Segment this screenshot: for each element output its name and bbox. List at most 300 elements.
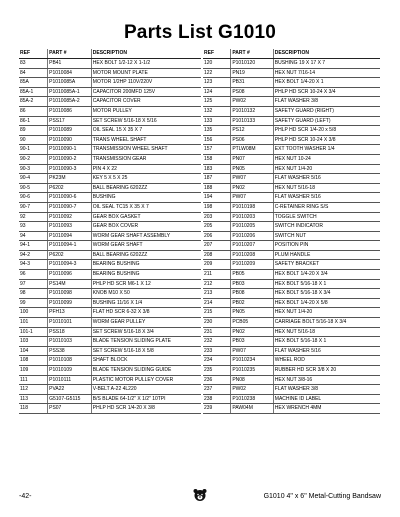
ref-cell: 83 [19, 59, 48, 68]
part-number-cell: PVA22 [48, 385, 92, 394]
description-cell: BUSHING 11/16 X 1/4 [92, 299, 143, 306]
table-row [203, 280, 380, 290]
part-number-cell: P6202 [48, 251, 92, 260]
description-cell: MOTOR PULLEY [92, 107, 132, 114]
part-number-cell: PSS18 [48, 328, 92, 337]
ref-cell: 235 [203, 366, 231, 375]
ref-cell: 183 [203, 165, 231, 174]
ref-cell: 236 [203, 376, 231, 385]
description-cell: SET SCREW 5/16-18 X 3/4 [92, 328, 154, 335]
part-number-cell: PB02 [231, 299, 273, 308]
table-row [19, 356, 201, 366]
description-cell: HEX NUT 5/16-18 [274, 328, 315, 335]
part-number-cell: PS07 [48, 404, 92, 413]
part-number-cell: P1010089 [48, 126, 92, 135]
table-row [19, 289, 201, 299]
table-row [19, 232, 201, 242]
table-row [203, 88, 380, 98]
part-number-cell: PS14M [48, 280, 92, 289]
part-number-cell: P1010234 [231, 356, 273, 365]
table-row [203, 222, 380, 232]
part-number-cell: PK23M [48, 174, 92, 183]
description-cell: EXT TOOTH WASHER 1/4 [274, 146, 335, 153]
table-row [203, 328, 380, 338]
ref-cell: 194 [203, 193, 231, 202]
table-row [19, 78, 201, 88]
ref-cell: 239 [203, 404, 231, 413]
description-cell: HEX NUT 1/4-20 [274, 309, 313, 316]
ref-cell: 90 [19, 136, 48, 145]
description-cell: HEX BOLT 1/4-20 X 3/4 [274, 271, 328, 278]
table-row [203, 213, 380, 223]
ref-cell: 234 [203, 356, 231, 365]
table-header [203, 49, 380, 59]
part-number-cell: PN19 [231, 69, 273, 78]
table-row [19, 366, 201, 376]
ref-cell: 232 [203, 337, 231, 346]
part-number-cell: P1010094-1 [48, 241, 92, 250]
part-number-cell: PS12 [231, 126, 273, 135]
table-row [203, 145, 380, 155]
part-number-cell: PCB05 [231, 318, 273, 327]
description-cell: HEX BOLT 5/16-18 X 3/4 [274, 290, 331, 297]
description-cell: BALL BEARING 6202ZZ [92, 184, 148, 191]
ref-cell: 188 [203, 184, 231, 193]
description-cell: WORM GEAR SHAFT [92, 242, 143, 249]
table-row [203, 59, 380, 69]
table-row [203, 117, 380, 127]
table-row [19, 88, 201, 98]
part-number-cell: P1010090 [48, 136, 92, 145]
ref-cell: 206 [203, 232, 231, 241]
description-cell: FLAT WASHER 5/16 [274, 194, 321, 201]
ref-cell: 113 [19, 395, 48, 404]
table-row [19, 136, 201, 146]
part-number-cell: PB31 [231, 78, 273, 87]
table-row [203, 376, 380, 386]
table-row [19, 318, 201, 328]
ref-cell: 84 [19, 69, 48, 78]
description-cell: CAPACITOR 200MFD 125V [92, 88, 156, 95]
ref-cell: 89 [19, 126, 48, 135]
ref-cell: 208 [203, 251, 231, 260]
table-row [203, 395, 380, 405]
table-row [19, 184, 201, 194]
table-row [203, 318, 380, 328]
ref-cell: 85A-1 [19, 88, 48, 97]
table-row [203, 107, 380, 117]
description-cell: WORM GEAR SHAFT ASSEMBLY [92, 232, 171, 239]
table-row [19, 97, 201, 107]
description-cell: POSITION PIN [274, 242, 309, 249]
table-row [19, 299, 201, 309]
ref-cell: 94 [19, 232, 48, 241]
table-row [203, 308, 380, 318]
description-cell: MACHINE ID LABEL [274, 395, 322, 402]
part-number-cell: PTLW08M [231, 145, 273, 154]
part-number-cell: P1010132 [231, 107, 273, 116]
ref-cell: 86 [19, 107, 48, 116]
part-number-cell: PW02 [231, 97, 273, 106]
part-number-cell: PN07 [231, 155, 273, 164]
table-row [203, 232, 380, 242]
table-row [19, 69, 201, 79]
description-cell: MOTOR MOUNT PLATE [92, 69, 148, 76]
part-number-cell: PSS38 [48, 347, 92, 356]
part-number-cell: P1010207 [231, 241, 273, 250]
ref-cell: 122 [203, 69, 231, 78]
part-number-cell: P1010108 [48, 356, 92, 365]
ref-cell: 157 [203, 145, 231, 154]
table-row [19, 126, 201, 136]
part-number-cell: P1010093 [48, 222, 92, 231]
table-row [19, 117, 201, 127]
ref-cell: 187 [203, 174, 231, 183]
description-cell: HEX BOLT 5/16-18 X 1 [274, 338, 327, 345]
table-row [203, 174, 380, 184]
table-row [19, 337, 201, 347]
description-cell: TOGGLE SWITCH [274, 213, 317, 220]
part-number-cell: G5107-G5115 [48, 395, 92, 404]
part-number-cell: P6202 [48, 184, 92, 193]
part-number-cell: PAW04M [231, 404, 273, 413]
description-cell: WHEEL ROD [274, 357, 305, 364]
part-number-cell: PB08 [231, 289, 273, 298]
table-row [19, 203, 201, 213]
ref-cell: 90-6 [19, 193, 48, 202]
table-row [19, 404, 201, 414]
description-cell: BUSHING [92, 194, 116, 201]
ref-cell: 94-3 [19, 260, 48, 269]
ref-cell: 120 [203, 59, 231, 68]
part-number-cell: P1010085A-1 [48, 88, 92, 97]
table-row [19, 395, 201, 405]
description-cell: SWITCH NUT [274, 232, 307, 239]
description-cell: TRANS WHEEL SHAFT [92, 136, 147, 143]
ref-cell: 90-4 [19, 174, 48, 183]
table-row [203, 241, 380, 251]
part-number-cell: PN02 [231, 328, 273, 337]
table-row [19, 165, 201, 175]
description-cell: BLADE TENSION SLIDING GUIDE [92, 367, 172, 373]
part-number-cell: PW07 [231, 174, 273, 183]
description-cell: PHLP HD SCR M6-1 X 12 [92, 280, 151, 287]
description-cell: FLAT WASHER 5/16 [274, 175, 321, 182]
ref-cell: 135 [203, 126, 231, 135]
description-cell: CAPACITOR COVER [92, 98, 141, 105]
description-cell: HEX BOLT 1/4-20 X 5/8 [274, 299, 328, 306]
table-row [203, 385, 380, 395]
description-cell: SAFETY GUARD (LEFT) [274, 117, 331, 124]
description-cell: SAFETY BRACKET [274, 261, 320, 268]
description-cell: SHAFT BLOCK [92, 357, 128, 364]
part-number-cell: P1010090-7 [48, 203, 92, 212]
ref-cell: 237 [203, 385, 231, 394]
table-header [19, 49, 201, 59]
description-cell: PHLP HD SCR 10-24 X 3/8 [274, 136, 336, 143]
description-cell: OIL SEAL TC15 X 35 X 7 [92, 203, 149, 210]
description-cell: C-RETAINER RING S/S [274, 203, 329, 210]
part-number-cell: PW07 [231, 193, 273, 202]
description-cell: FLAT HD SCR 6-32 X 3/8 [92, 309, 150, 316]
description-cell: BUSHING 19 X 17 X 7 [274, 60, 326, 66]
table-row [19, 260, 201, 270]
table-row [19, 385, 201, 395]
table-row [203, 337, 380, 347]
description-cell: PHLP HD SCR 1/4-20 x 5/8 [274, 127, 337, 134]
table-row [19, 241, 201, 251]
part-number-cell: P1010103 [48, 337, 92, 346]
ref-cell: 123 [203, 78, 231, 87]
part-number-cell: P1010133 [231, 117, 273, 126]
ref-cell: 158 [203, 155, 231, 164]
description-cell: HEX BOLT 5/16-18 X 1 [274, 280, 327, 287]
description-cell: OIL SEAL 15 X 35 X 7 [92, 127, 143, 134]
table-row [19, 213, 201, 223]
table-row [19, 328, 201, 338]
description-cell: TRANSMISSION GEAR [92, 155, 147, 162]
part-number-cell: PN02 [231, 184, 273, 193]
ref-cell: 90-2 [19, 155, 48, 164]
ref-cell: 215 [203, 308, 231, 317]
ref-cell: 85A-2 [19, 97, 48, 106]
part-number-cell: PB03 [231, 337, 273, 346]
ref-cell: 90-3 [19, 165, 48, 174]
ref-cell: 90-7 [19, 203, 48, 212]
table-row [203, 136, 380, 146]
ref-cell: 100 [19, 308, 48, 317]
part-number-cell: P1010098 [48, 289, 92, 298]
table-row [203, 404, 380, 414]
part-number-cell: PW02 [231, 385, 273, 394]
ref-cell: 203 [203, 213, 231, 222]
table-row [203, 203, 380, 213]
table-row [203, 97, 380, 107]
table-row [203, 69, 380, 79]
description-cell: HEX WRENCH 4MM [274, 405, 322, 412]
description-cell: PLUM HANDLE [274, 251, 311, 258]
description-cell: BEARING BUSHING [92, 271, 140, 278]
description-cell: FLAT WASHER 5/16 [274, 347, 321, 354]
table-row [203, 289, 380, 299]
table-row [203, 347, 380, 357]
description-cell: BEARING BUSHING [92, 261, 140, 268]
ref-cell: 118 [19, 404, 48, 413]
part-number-cell: P1010099 [48, 299, 92, 308]
table-row [203, 270, 380, 280]
part-number-cell: P1010203 [231, 213, 273, 222]
ref-cell: 101 [19, 318, 48, 327]
part-number-cell: P1010120 [231, 59, 273, 68]
ref-cell: 90-5 [19, 184, 48, 193]
bear-logo-icon [192, 487, 208, 503]
ref-cell: 103 [19, 337, 48, 346]
ref-cell: 132 [203, 107, 231, 116]
description-cell: SWITCH INDICATOR [274, 223, 323, 230]
part-number-cell: P1010109 [48, 366, 92, 375]
table-row [19, 376, 201, 386]
description-cell: PIN 4 X 22 [92, 165, 117, 172]
part-number-cell: P1010085A-2 [48, 97, 92, 106]
ref-cell: 94-2 [19, 251, 48, 260]
description-cell: KNOB M10 X 50 [92, 290, 130, 297]
ref-cell: 93 [19, 222, 48, 231]
table-row [203, 78, 380, 88]
description-cell: CARRIAGE BOLT 5/16-18 X 3/4 [274, 319, 347, 326]
table-body-right [203, 59, 380, 414]
part-number-cell: P1010235 [231, 366, 273, 375]
ref-cell: 98 [19, 289, 48, 298]
part-number-cell: P1010090-1 [48, 145, 92, 154]
description-cell: GEAR BOX COVER [92, 223, 139, 230]
ref-cell: 92 [19, 213, 48, 222]
ref-cell: 214 [203, 299, 231, 308]
table-row [19, 193, 201, 203]
part-number-cell: PS06 [231, 136, 273, 145]
table-row [203, 260, 380, 270]
part-number-cell: P1010209 [231, 260, 273, 269]
ref-cell: 205 [203, 222, 231, 231]
table-row [19, 270, 201, 280]
table-row [203, 126, 380, 136]
description-cell: BALL BEARING 6202ZZ [92, 251, 148, 258]
table-row [203, 299, 380, 309]
table-row [19, 107, 201, 117]
ref-cell: 90-1 [19, 145, 48, 154]
description-cell: SET SCREW 5/16-18 X 5/8 [92, 347, 154, 354]
part-number-cell: P1010208 [231, 251, 273, 260]
ref-header: REF [19, 49, 48, 58]
description-cell: SET SCREW 5/16-18 X 5/16 [92, 117, 157, 124]
table-row [203, 193, 380, 203]
ref-cell: 238 [203, 395, 231, 404]
part-number-cell: P1010086 [48, 107, 92, 116]
ref-cell: 233 [203, 347, 231, 356]
part-number-cell: PW07 [231, 347, 273, 356]
part-number-cell: PN05 [231, 308, 273, 317]
part-number-cell: PFH13 [48, 308, 92, 317]
ref-cell: 125 [203, 97, 231, 106]
part-header: PART # [48, 49, 92, 58]
ref-cell: 104 [19, 347, 48, 356]
table-row [19, 251, 201, 261]
parts-table-left [19, 49, 201, 414]
ref-cell: 133 [203, 117, 231, 126]
part-number-cell: PSS17 [48, 117, 92, 126]
table-row [203, 155, 380, 165]
description-header: DESCRIPTION [92, 50, 127, 56]
ref-cell: 96 [19, 270, 48, 279]
description-cell: TRANSMISSION WHEEL SHAFT [92, 146, 168, 153]
description-cell: MOTOR 1/2HP 110V/220V [92, 79, 153, 86]
part-number-cell: PN05 [231, 165, 273, 174]
description-cell: HEX NUT 10-24 [274, 155, 311, 162]
part-number-cell: P1010084 [48, 69, 92, 78]
ref-cell: 94-1 [19, 241, 48, 250]
ref-cell: 111 [19, 376, 48, 385]
part-number-cell: P1010206 [231, 232, 273, 241]
part-number-cell: P1010090-3 [48, 165, 92, 174]
part-number-cell: PB05 [231, 270, 273, 279]
table-row [203, 251, 380, 261]
part-header: PART # [231, 49, 273, 58]
description-cell: V-BELT A-22 4L220 [92, 386, 137, 393]
part-number-cell: PB03 [231, 280, 273, 289]
description-cell: PLASTIC MOTOR PULLEY COVER [92, 376, 174, 383]
description-cell: HEX BOLT 1/4-20 X 1 [274, 79, 324, 86]
part-number-cell: P1010085A [48, 78, 92, 87]
description-cell: FLAT WASHER 3/8 [274, 386, 319, 393]
parts-table-right [203, 49, 380, 414]
description-cell: GEAR BOX GASKET [92, 213, 141, 220]
ref-cell: 109 [19, 366, 48, 375]
ref-cell: 213 [203, 289, 231, 298]
ref-cell: 85A [19, 78, 48, 87]
ref-cell: 99 [19, 299, 48, 308]
part-number-cell: P1010094 [48, 232, 92, 241]
table-row [19, 174, 201, 184]
page-number: -42- [19, 493, 32, 500]
table-row [203, 165, 380, 175]
description-cell: HEX NUT 1/4-20 [274, 165, 313, 172]
ref-cell: 212 [203, 280, 231, 289]
part-number-cell: P1010111 [48, 376, 92, 385]
part-number-cell: P1010092 [48, 213, 92, 222]
part-number-cell: P1010101 [48, 318, 92, 327]
ref-cell: 97 [19, 280, 48, 289]
ref-cell: 86-1 [19, 117, 48, 126]
description-cell: PHLP HD SCR 1/4-20 X 3/8 [92, 405, 155, 412]
description-cell: PHLP HD SCR 10-24 X 3/4 [274, 88, 336, 95]
ref-cell: 124 [203, 88, 231, 97]
description-cell: B/S BLADE 64-1/2" X 1/2" 10TPI [92, 395, 166, 402]
part-number-cell: PN08 [231, 376, 273, 385]
table-row [19, 155, 201, 165]
table-row [19, 347, 201, 357]
part-number-cell: PB41 [48, 59, 92, 68]
table-row [19, 222, 201, 232]
page-title: Parts List G1010 [123, 22, 277, 43]
table-row [19, 280, 201, 290]
table-body-left [19, 59, 201, 414]
table-row [203, 366, 380, 376]
table-row [19, 308, 201, 318]
ref-cell: 156 [203, 136, 231, 145]
table-row [203, 184, 380, 194]
description-cell: HEX NUT 3/8-16 [274, 376, 313, 383]
part-number-cell: P1010090-6 [48, 193, 92, 202]
description-cell: HEX NUT 7/16-14 [274, 69, 315, 76]
part-number-cell: P1010090-2 [48, 155, 92, 164]
model-caption: G1010 4" x 6" Metal-Cutting Bandsaw [263, 493, 381, 500]
part-number-cell: P1010205 [231, 222, 273, 231]
ref-cell: 108 [19, 356, 48, 365]
description-cell: KEY 5 X 5 X 25 [92, 175, 128, 182]
ref-cell: 231 [203, 328, 231, 337]
description-cell: RUBBER HD SCR 3/8 X 20 [274, 367, 337, 373]
ref-cell: 198 [203, 203, 231, 212]
part-number-cell: P1010238 [231, 395, 273, 404]
table-row [19, 145, 201, 155]
ref-cell: 209 [203, 260, 231, 269]
description-cell: HEX NUT 5/16-18 [274, 184, 315, 191]
part-number-cell: PS08 [231, 88, 273, 97]
part-number-cell: P1010094-3 [48, 260, 92, 269]
description-cell: WORM GEAR PULLEY [92, 319, 146, 326]
description-cell: SAFETY GUARD (RIGHT) [274, 107, 334, 114]
description-cell: FLAT WASHER 3/8 [274, 98, 319, 105]
ref-header: REF [203, 49, 231, 58]
